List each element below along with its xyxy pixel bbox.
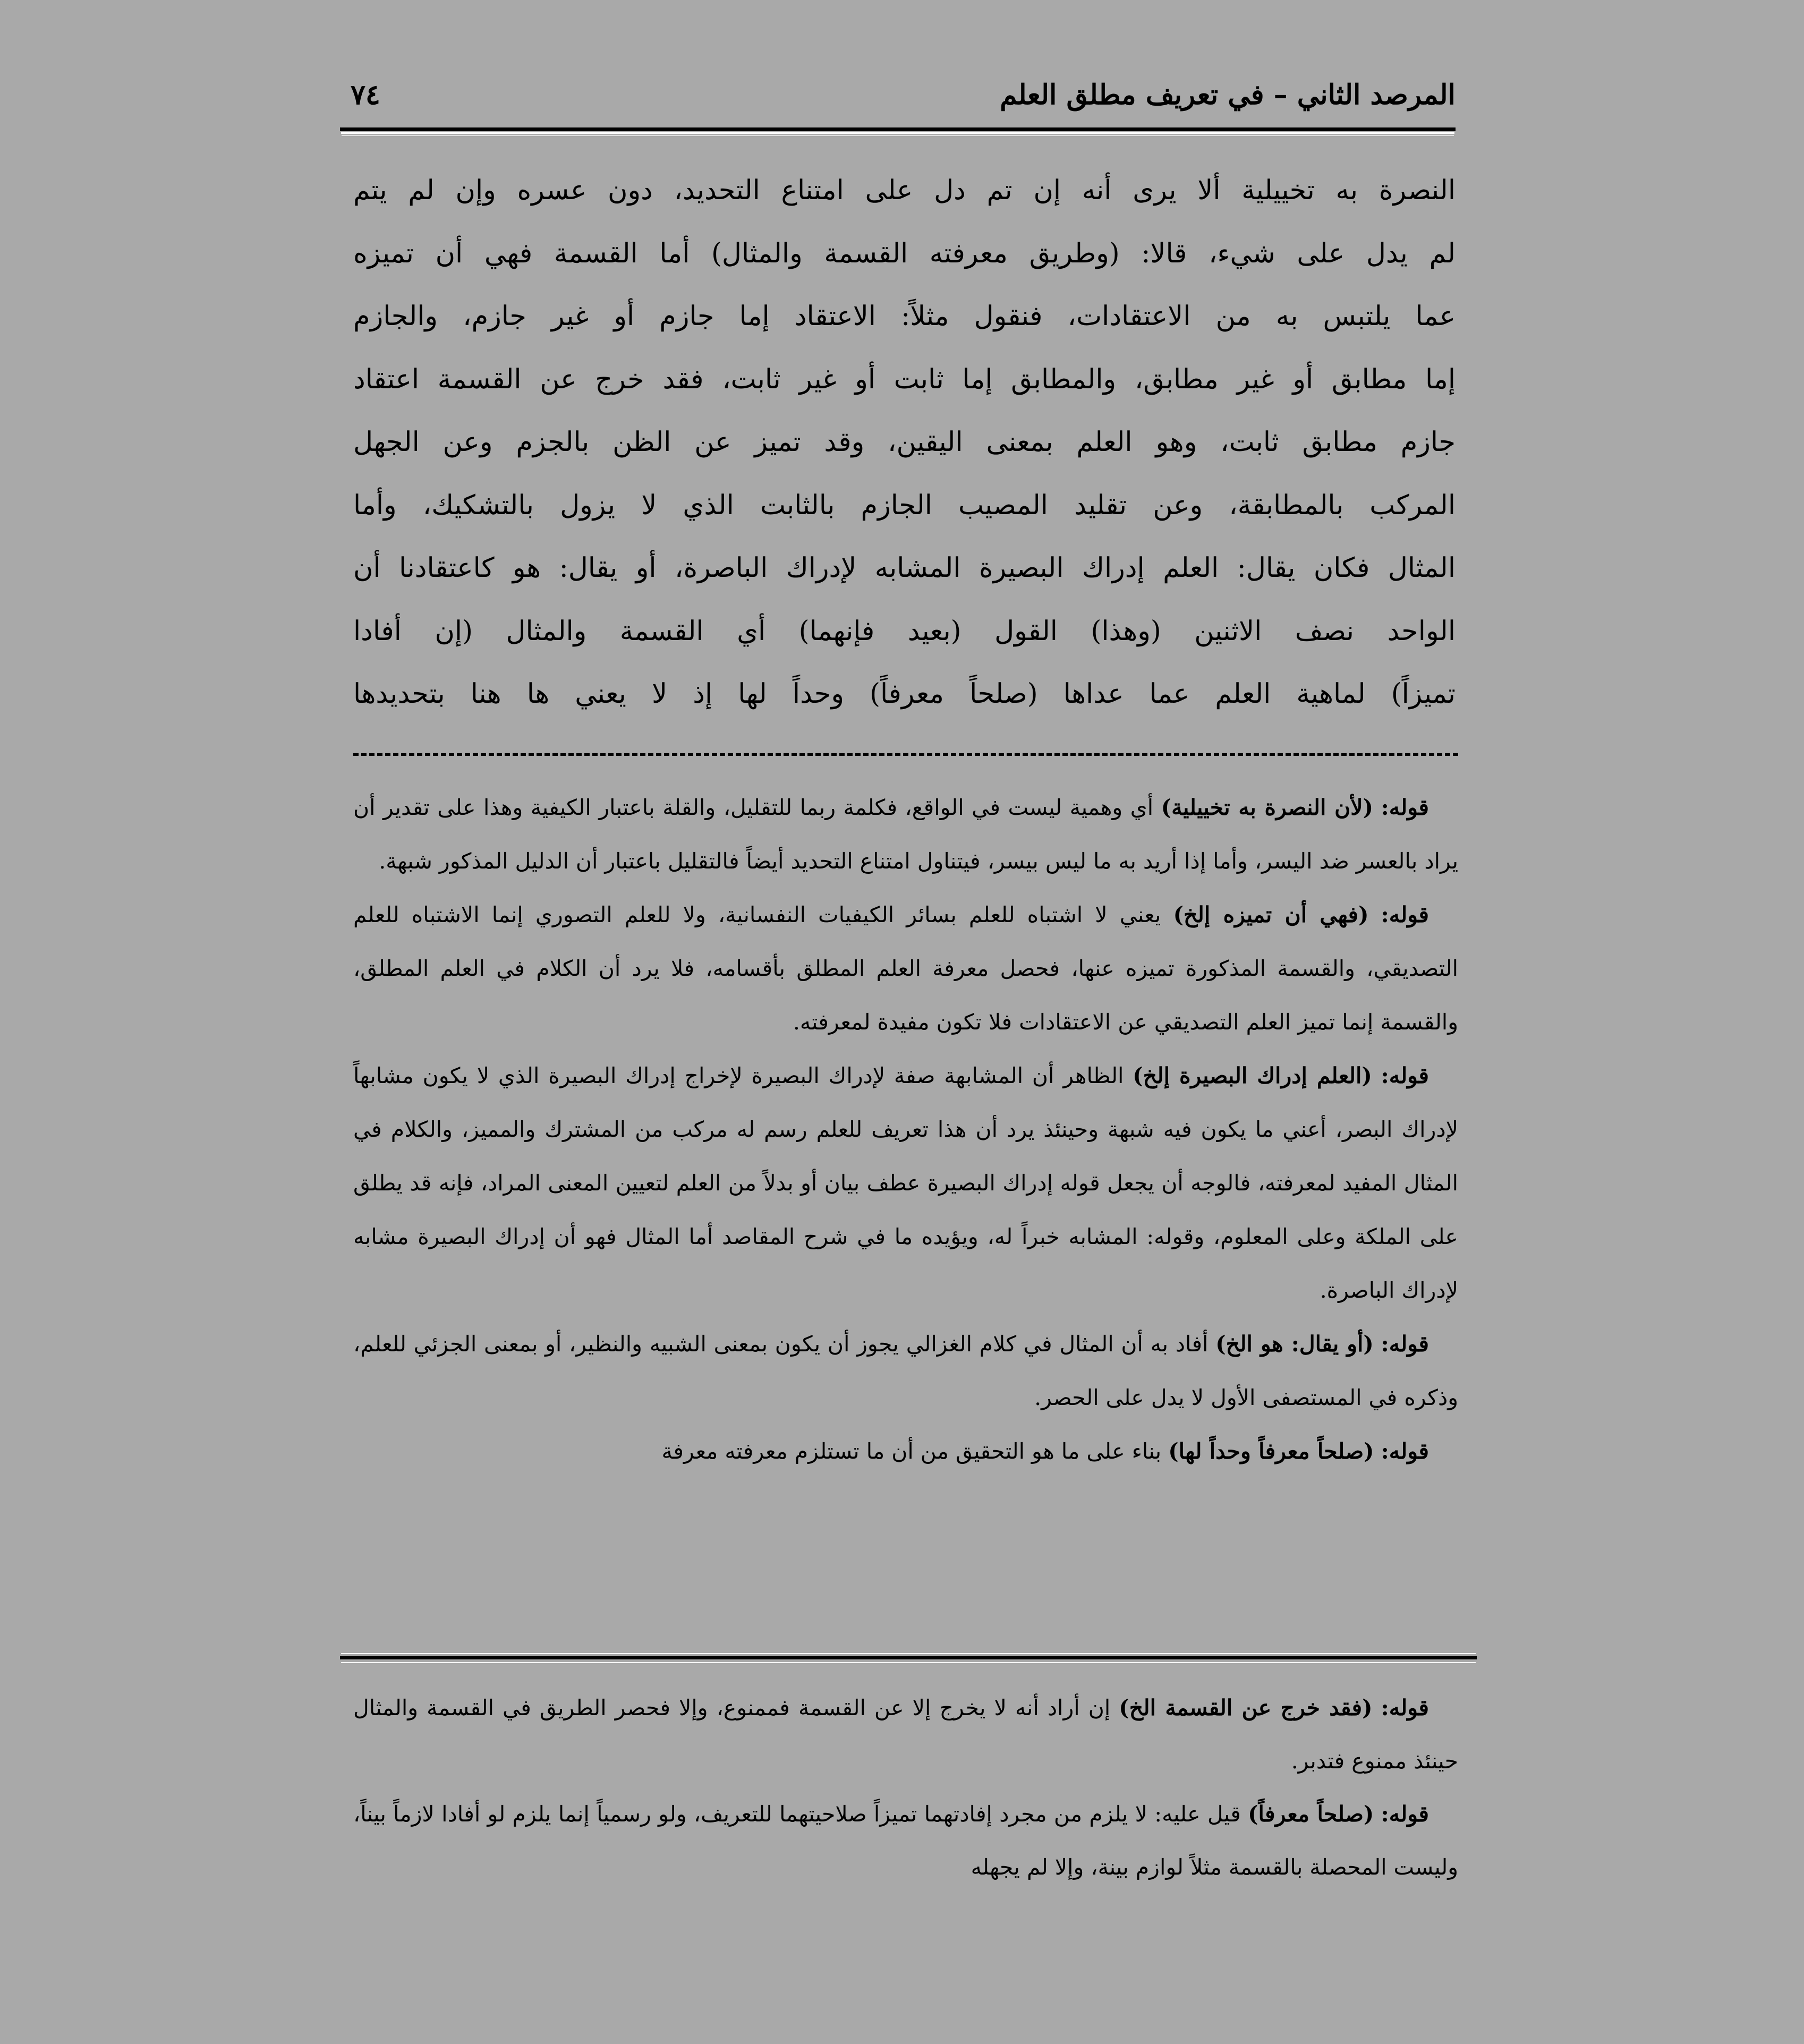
footnote-label: قوله: bbox=[1381, 1801, 1429, 1827]
note-text: أي وهمية ليست في الواقع، فكلمة ربما للتقليل، والقلة باعتبار الكيفية وهذا على تقدير أن يراد بالعسر ضد اليسر، وأما إذا أريد به ما ليس بيسر، فيتناول امتناع التحديد أيضاً فالتقليل باعتبار أن الدليل المذكور شبهة. bbox=[353, 795, 1458, 874]
note-paragraph bbox=[353, 1317, 1458, 1425]
note-text: الظاهر أن المشابهة صفة لإدراك البصيرة لإخراج إدراك البصيرة الذي لا يكون مشابهاً لإدراك البصر، أعني ما يكون فيه شبهة وحينئذ يرد أن هذا تعريف للعلم رسم له مركب من المشترك والمميز، والكلام في المثال المفيد لمعرفته، فالوجه أن يجعل قوله إدراك البصيرة عطف بيان أو بدلاً من العلم لتعيين المعنى المراد، فإنه قد يطلق على الملكة وعلى المعلوم، وقوله: المشابه خبراً له، ويؤيده ما في شرح المقاصد أما المثال فهو أن إدراك البصيرة مشابه لإدراك الباصرة. bbox=[353, 1063, 1458, 1303]
note-paragraph bbox=[353, 781, 1458, 888]
note-label: قوله: bbox=[1381, 1331, 1429, 1357]
footnotes bbox=[353, 1681, 1458, 1894]
main-text bbox=[353, 159, 1456, 726]
page-number: ٧٤ bbox=[351, 79, 380, 111]
note-label: قوله: bbox=[1381, 795, 1429, 820]
note-text: بناء على ما هو التحقيق من أن ما تستلزم معرفته معرفة bbox=[661, 1438, 1162, 1464]
note-label: قوله: bbox=[1381, 1063, 1429, 1088]
footnote-quote: (صلحاً معرفاً) bbox=[1248, 1801, 1374, 1827]
note-quote: (صلحاً معرفاً وحداً لها) bbox=[1168, 1438, 1374, 1464]
main-line: المركب بالمطابقة، وعن تقليد المصيب الجازم بالثابت الذي لا يزول بالتشكيك، وأما bbox=[353, 489, 1456, 521]
note-quote: (أو يقال: هو الخ) bbox=[1215, 1331, 1374, 1357]
footnote-rule bbox=[340, 1656, 1477, 1659]
note-text: أفاد به أن المثال في كلام الغزالي يجوز أن يكون بمعنى الشبيه والنظير، أو بمعنى الجزئي للعلم، وذكره في المستصفى الأول لا يدل على الحصر. bbox=[353, 1331, 1458, 1410]
footnote-quote: (فقد خرج عن القسمة الخ) bbox=[1119, 1695, 1373, 1721]
main-line: تميزاً) لماهية العلم عما عداها (صلحاً معرفاً) وحداً لها إذ لا يعني ها هنا بتحديدها bbox=[353, 678, 1456, 710]
main-line: جازم مطابق ثابت، وهو العلم بمعنى اليقين، وقد تميز عن الظن بالجزم وعن الجهل bbox=[353, 427, 1456, 458]
footnote-paragraph bbox=[353, 1787, 1458, 1894]
note-label: قوله: bbox=[1381, 902, 1429, 927]
footnote-label: قوله: bbox=[1381, 1695, 1429, 1721]
running-title: المرصد الثاني – في تعريف مطلق العلم bbox=[1000, 79, 1456, 111]
note-quote: (العلم إدراك البصيرة إلخ) bbox=[1133, 1063, 1372, 1088]
note-quote: (فهي أن تميزه إلخ) bbox=[1173, 902, 1369, 927]
main-line: إما مطابق أو غير مطابق، والمطابق إما ثابت أو غير ثابت، فقد خرج عن القسمة اعتقاد bbox=[353, 363, 1456, 395]
note-text: يعني لا اشتباه للعلم بسائر الكيفيات النفسانية، ولا للعلم التصوري إنما الاشتباه للعلم التصديقي، والقسمة المذكورة تميزه عنها، فحصل معرفة العلم المطلق بأقسامه، فلا يرد أن الكلام في العلم المطلق، والقسمة إنما تميز العلم التصديقي عن الاعتقادات فلا تكون مفيدة لمعرفته. bbox=[353, 902, 1458, 1035]
header-rule bbox=[340, 127, 1456, 131]
main-line: النصرة به تخييلية ألا يرى أنه إن تم دل على امتناع التحديد، دون عسره وإن لم يتم bbox=[353, 175, 1456, 206]
note-paragraph bbox=[353, 1425, 1458, 1478]
main-line: المثال فكان يقال: العلم إدراك البصيرة المشابه لإدراك الباصرة، أو يقال: هو كاعتقادنا أن bbox=[353, 552, 1456, 584]
note-label: قوله: bbox=[1381, 1438, 1429, 1464]
main-line: الواحد نصف الاثنين (وهذا) القول (بعيد فإنهما) أي القسمة والمثال (إن أفادا bbox=[353, 615, 1456, 647]
note-paragraph bbox=[353, 1049, 1458, 1317]
note-paragraph bbox=[353, 888, 1458, 1049]
commentary-notes bbox=[353, 781, 1458, 1478]
main-line: لم يدل على شيء، قالا: (وطريق معرفته القسمة والمثال) أما القسمة فهي أن تميزه bbox=[353, 237, 1456, 269]
note-quote: (لأن النصرة به تخييلية) bbox=[1161, 795, 1374, 820]
page-header bbox=[351, 79, 1456, 129]
dashed-separator bbox=[353, 753, 1458, 756]
footnote-text: إن أراد أنه لا يخرج إلا عن القسمة فممنوع، وإلا فحصر الطريق في القسمة والمثال حينئذ ممنوع فتدبر. bbox=[353, 1695, 1458, 1774]
main-line: عما يلتبس به من الاعتقادات، فنقول مثلاً: الاعتقاد إما جازم أو غير جازم، والجازم bbox=[353, 301, 1456, 332]
footnote-paragraph bbox=[353, 1681, 1458, 1787]
footnote-text: قيل عليه: لا يلزم من مجرد إفادتهما تميزاً صلاحيتهما للتعريف، ولو رسمياً إنما يلزم لو أفادا لازماً بيناً، وليست المحصلة بالقسمة مثلاً لوازم بينة، وإلا لم يجهله bbox=[353, 1801, 1458, 1880]
